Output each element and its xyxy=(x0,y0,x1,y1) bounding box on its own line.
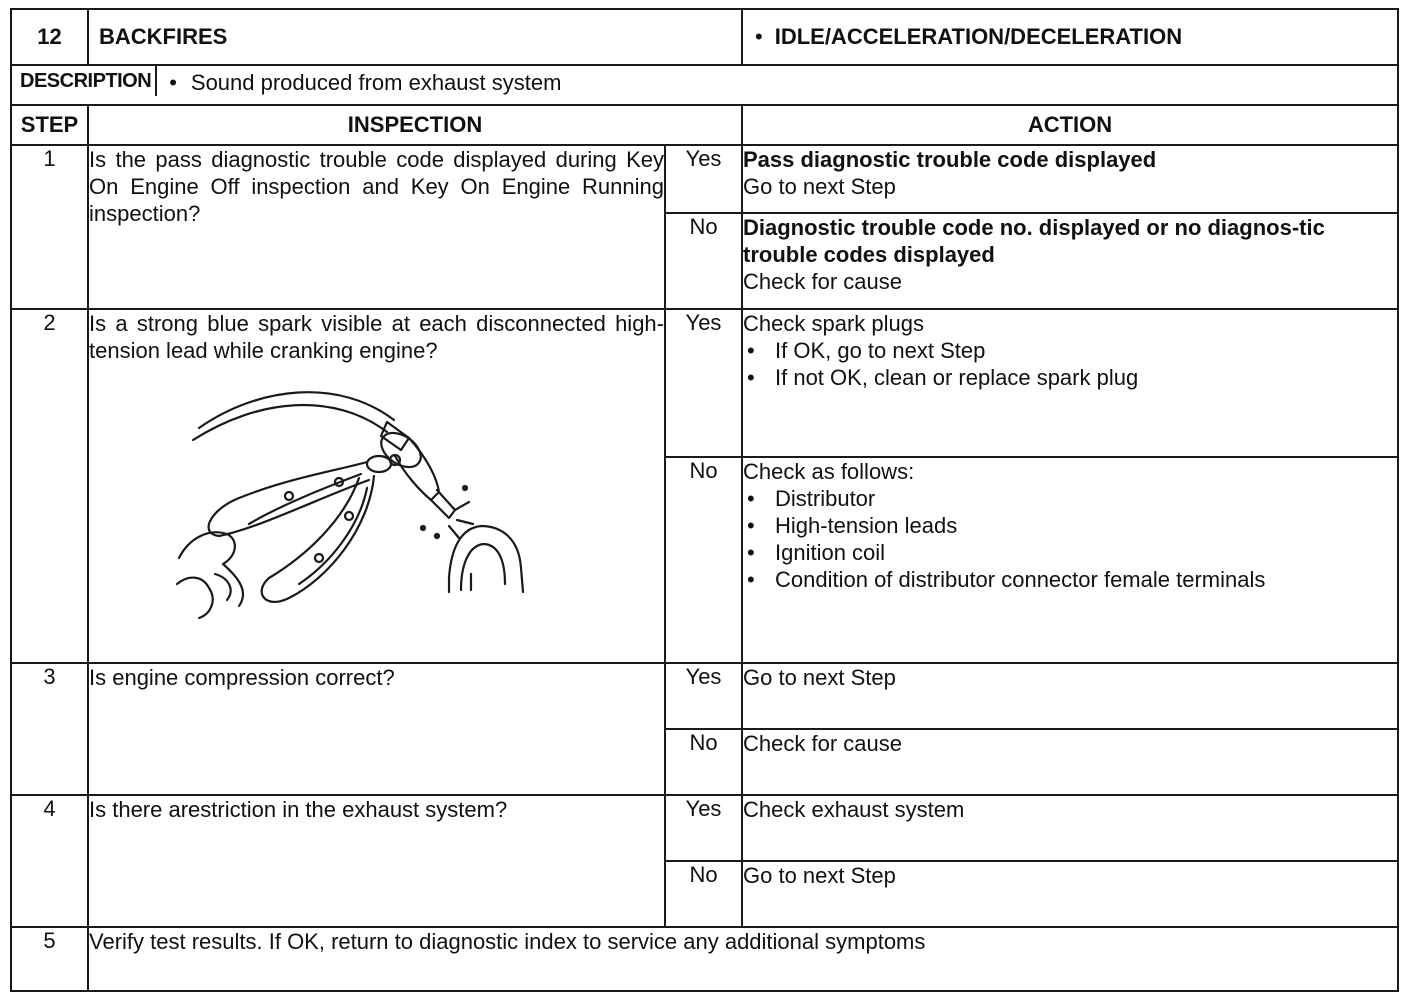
hand xyxy=(179,532,243,606)
action-bullet-list xyxy=(743,337,1397,391)
inspection-question: Is there arestriction in the exhaust system? xyxy=(88,795,665,927)
cable-line xyxy=(193,405,387,440)
hand xyxy=(215,574,231,600)
answer-no: No xyxy=(665,457,742,663)
list-item: • Distributor xyxy=(743,485,1397,512)
plier-handle xyxy=(299,488,367,584)
final-instruction: Verify test results. If OK, return to diagnostic index to service any additional symptoms xyxy=(88,927,1398,991)
cable-line xyxy=(199,392,394,428)
spark-dot xyxy=(421,526,425,530)
description-label: DESCRIPTION xyxy=(12,66,157,96)
action-bullet-list xyxy=(743,485,1397,593)
handle-rivet xyxy=(285,492,293,500)
description-row xyxy=(11,65,1398,105)
list-item: • If not OK, clean or replace spark plug xyxy=(743,364,1397,391)
hand xyxy=(177,578,213,618)
step-number: 1 xyxy=(11,145,88,309)
column-header-action: ACTION xyxy=(742,105,1398,145)
action-no: Diagnostic trouble code no. displayed or no diagnos-tic trouble codes displayed Check for cause xyxy=(742,213,1398,309)
column-header-step: STEP xyxy=(11,105,88,145)
ground-part xyxy=(449,526,523,592)
symptom-condition: • IDLE/ACCELERATION/DECELERATION xyxy=(742,9,1398,65)
action-yes: Go to next Step xyxy=(742,663,1398,729)
list-item: • High-tension leads xyxy=(743,512,1397,539)
step-number: 3 xyxy=(11,663,88,795)
action-no: Check as follows: • Distributor • High-tension leads • Ignition coil • Condition of distributor connector female terminals xyxy=(742,457,1398,663)
list-item: • Ignition coil xyxy=(743,539,1397,566)
step-number: 4 xyxy=(11,795,88,927)
step-number: 5 xyxy=(11,927,88,991)
inspection-question: Is the pass diagnostic trouble code displayed during Key On Engine Off inspection and Key On Engine Running inspection? xyxy=(88,145,665,309)
plier-handle xyxy=(262,476,374,602)
step-number: 2 xyxy=(11,309,88,663)
answer-no: No xyxy=(665,729,742,795)
lead-terminal xyxy=(431,490,455,518)
ground-part xyxy=(461,544,505,590)
action-yes: Check exhaust system xyxy=(742,795,1398,861)
answer-yes: Yes xyxy=(665,663,742,729)
answer-no: No xyxy=(665,213,742,309)
symptom-number: 12 xyxy=(11,9,88,65)
answer-no: No xyxy=(665,861,742,927)
column-header-inspection: INSPECTION xyxy=(88,105,742,145)
diagnostic-table xyxy=(10,8,1399,992)
action-yes: Check spark plugs • If OK, go to next Step • If not OK, clean or replace spark plug xyxy=(742,309,1398,457)
symptom-title: BACKFIRES xyxy=(88,9,742,65)
spark-dot xyxy=(435,534,439,538)
list-item: • Condition of distributor connector female terminals xyxy=(743,566,1397,593)
spark-dot xyxy=(463,486,467,490)
plier-jaw xyxy=(367,456,391,472)
spark-test-illustration xyxy=(169,378,549,628)
action-yes: Pass diagnostic trouble code displayed Go to next Step xyxy=(742,145,1398,213)
list-item: • If OK, go to next Step xyxy=(743,337,1397,364)
action-no: Check for cause xyxy=(742,729,1398,795)
answer-yes: Yes xyxy=(665,795,742,861)
handle-rivet xyxy=(345,512,353,520)
inspection-question: Is a strong blue spark visible at each disconnected high-tension lead while cranking engine? xyxy=(88,309,665,663)
inspection-question: Is engine compression correct? xyxy=(88,663,665,795)
answer-yes: Yes xyxy=(665,145,742,213)
answer-yes: Yes xyxy=(665,309,742,457)
handle-rivet xyxy=(315,554,323,562)
description-text: • Sound produced from exhaust system xyxy=(169,70,562,95)
action-no: Go to next Step xyxy=(742,861,1398,927)
